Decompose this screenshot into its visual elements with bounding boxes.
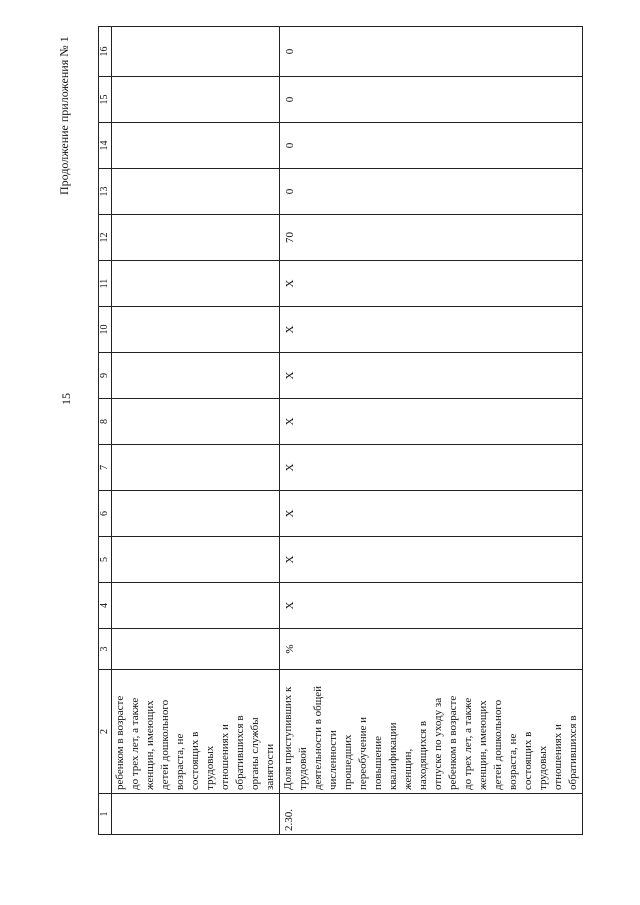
table-cell <box>112 27 280 77</box>
table-cell <box>280 77 583 123</box>
table-cell <box>280 491 583 537</box>
value-cell: X <box>284 601 296 610</box>
table-cell <box>112 307 280 353</box>
value-cell <box>112 77 115 122</box>
table-cell <box>280 445 583 491</box>
table-cell <box>112 77 280 123</box>
table-cell <box>280 794 583 835</box>
value-cell <box>112 399 115 444</box>
table-row <box>280 27 583 835</box>
table-cell <box>280 399 583 445</box>
table-cell <box>280 215 583 261</box>
table-cell <box>112 794 280 835</box>
table-cell <box>280 583 583 629</box>
unit-cell <box>112 629 115 669</box>
table-cell <box>280 307 583 353</box>
col-header: 16 <box>99 27 112 77</box>
table-cell <box>112 399 280 445</box>
row-description: Доля приступивших к трудовой деятельности в общей численности прошедших переобучение и повышение квалификации женщин, находящихся в отпуске по уходу за ребенком в возрасте до трех лет, а также женщин, имеющих детей дошкольного возраста, не состоящих в трудовых отношениях и обратившихся в <box>282 685 579 790</box>
value-cell: X <box>284 509 296 518</box>
col-header: 10 <box>99 307 112 353</box>
col-header: 1 <box>99 794 112 835</box>
table-cell <box>112 491 280 537</box>
value-cell: X <box>284 417 296 426</box>
value-cell: 70 <box>284 232 296 243</box>
row-code <box>112 794 116 834</box>
col-header: 2 <box>99 670 112 794</box>
value-cell: 0 <box>284 142 296 149</box>
table-cell <box>112 670 280 794</box>
value-cell: X <box>284 463 296 472</box>
col-header: 9 <box>99 353 112 399</box>
value-cell: 0 <box>284 48 296 55</box>
value-cell <box>112 215 115 260</box>
value-cell: X <box>284 325 296 334</box>
data-table <box>98 26 583 835</box>
value-cell: X <box>284 371 296 380</box>
table-cell <box>280 169 583 215</box>
table-cell <box>280 629 583 670</box>
row-description: ребенком в возрасте до трех лет, а также женщин, имеющих детей дошкольного возраста, не состоящих в трудовых отношениях и обратившихся в органы службы занятости <box>114 695 276 790</box>
table-cell <box>280 123 583 169</box>
table-cell <box>112 123 280 169</box>
unit-cell: % <box>284 644 296 654</box>
col-header: 6 <box>99 491 112 537</box>
value-cell <box>112 169 115 214</box>
appendix-title: Продолжение приложения № 1 <box>57 36 71 195</box>
col-header: 8 <box>99 399 112 445</box>
table-cell <box>112 169 280 215</box>
table-cell <box>112 353 280 399</box>
table-cell <box>112 445 280 491</box>
col-header: 3 <box>99 629 112 670</box>
header-row <box>99 27 112 835</box>
col-header: 12 <box>99 215 112 261</box>
value-cell: 0 <box>284 188 296 195</box>
table-cell <box>280 670 583 794</box>
col-header: 5 <box>99 537 112 583</box>
col-header: 7 <box>99 445 112 491</box>
table-cell <box>280 537 583 583</box>
table-cell <box>112 215 280 261</box>
table-cell <box>112 537 280 583</box>
value-cell <box>112 445 115 490</box>
table-cell <box>112 261 280 307</box>
value-cell <box>112 537 115 582</box>
table-cell <box>280 27 583 77</box>
value-cell <box>112 307 115 352</box>
value-cell <box>112 353 115 398</box>
table-row <box>112 27 280 835</box>
col-header: 11 <box>99 261 112 307</box>
row-code: 2.30. <box>283 809 295 831</box>
col-header: 4 <box>99 583 112 629</box>
value-cell <box>112 583 115 628</box>
value-cell <box>112 261 115 306</box>
col-header: 15 <box>99 77 112 123</box>
value-cell <box>112 123 115 168</box>
table-cell <box>112 583 280 629</box>
page-number: 15 <box>59 393 73 405</box>
table-cell <box>280 261 583 307</box>
value-cell: X <box>284 279 296 288</box>
value-cell <box>112 491 115 536</box>
value-cell <box>112 27 115 76</box>
col-header: 14 <box>99 123 112 169</box>
table-cell <box>280 353 583 399</box>
col-header: 13 <box>99 169 112 215</box>
table-cell <box>112 629 280 670</box>
value-cell: X <box>284 555 296 564</box>
value-cell: 0 <box>284 96 296 103</box>
